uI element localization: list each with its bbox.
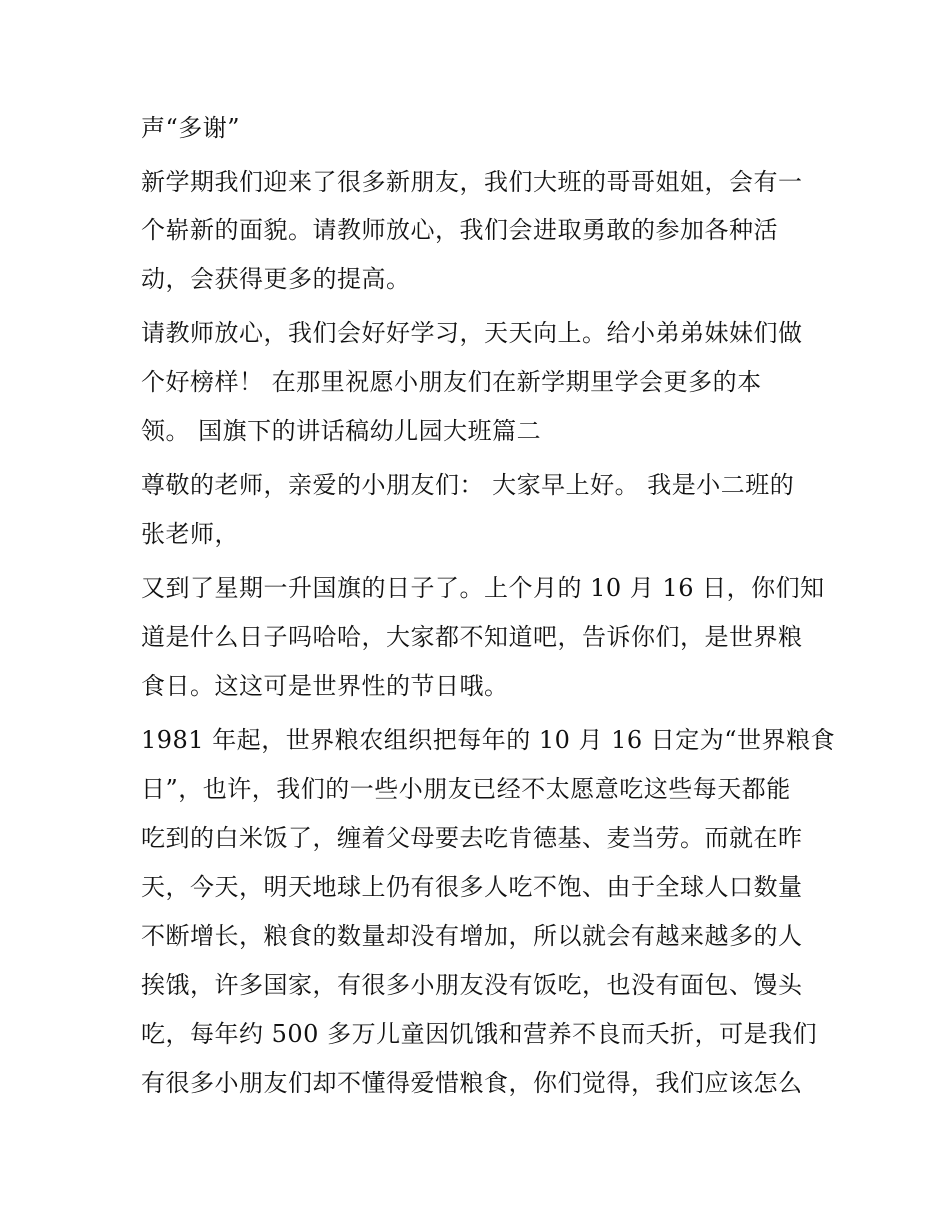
text-line: 尊敬的老师，亲爱的小朋友们： 大家早上好。 我是小二班的 (141, 471, 795, 499)
text-line: 动，会获得更多的提高。 (141, 265, 411, 293)
text-line: 吃，每年约 500 多万儿童因饥饿和营养不良而夭折，可是我们 (141, 1020, 818, 1048)
text-line: 声“多谢” (141, 114, 241, 142)
text-line: 食日。这这可是世界性的节日哦。 (141, 672, 509, 700)
text-line: 吃到的白米饭了，缠着父母要去吃肯德基、麦当劳。而就在昨 (141, 824, 803, 852)
text-line: 天，今天，明天地球上仍有很多人吃不饱、由于全球人口数量 (141, 873, 803, 901)
text-line: 日”，也许，我们的一些小朋友已经不太愿意吃这些每天都能 (141, 775, 791, 803)
text-line: 有很多小朋友们却不懂得爱惜粮食，你们觉得，我们应该怎么 (141, 1069, 803, 1097)
text-line: 不断增长，粮食的数量却没有增加，所以就会有越来越多的人 (141, 922, 803, 950)
text-line: 1981 年起，世界粮农组织把每年的 10 月 16 日定为“世界粮食 (141, 726, 836, 754)
text-line: 新学期我们迎来了很多新朋友，我们大班的哥哥姐姐，会有一 (141, 168, 803, 196)
text-line: 个好榜样！ 在那里祝愿小朋友们在新学期里学会更多的本 (141, 368, 762, 396)
text-line: 道是什么日子吗哈哈，大家都不知道吧，告诉你们，是世界粮 (141, 623, 803, 651)
text-line: 请教师放心，我们会好好学习，天天向上。给小弟弟妹妹们做 (141, 319, 803, 347)
text-line: 领。 国旗下的讲话稿幼儿园大班篇二 (141, 417, 542, 445)
text-line: 张老师， (141, 520, 239, 548)
text-line: 个崭新的面貌。请教师放心，我们会进取勇敢的参加各种活 (141, 216, 778, 244)
text-line: 挨饿，许多国家，有很多小朋友没有饭吃，也没有面包、馒头 (141, 971, 803, 999)
text-line: 又到了星期一升国旗的日子了。上个月的 10 月 16 日，你们知 (141, 574, 825, 602)
